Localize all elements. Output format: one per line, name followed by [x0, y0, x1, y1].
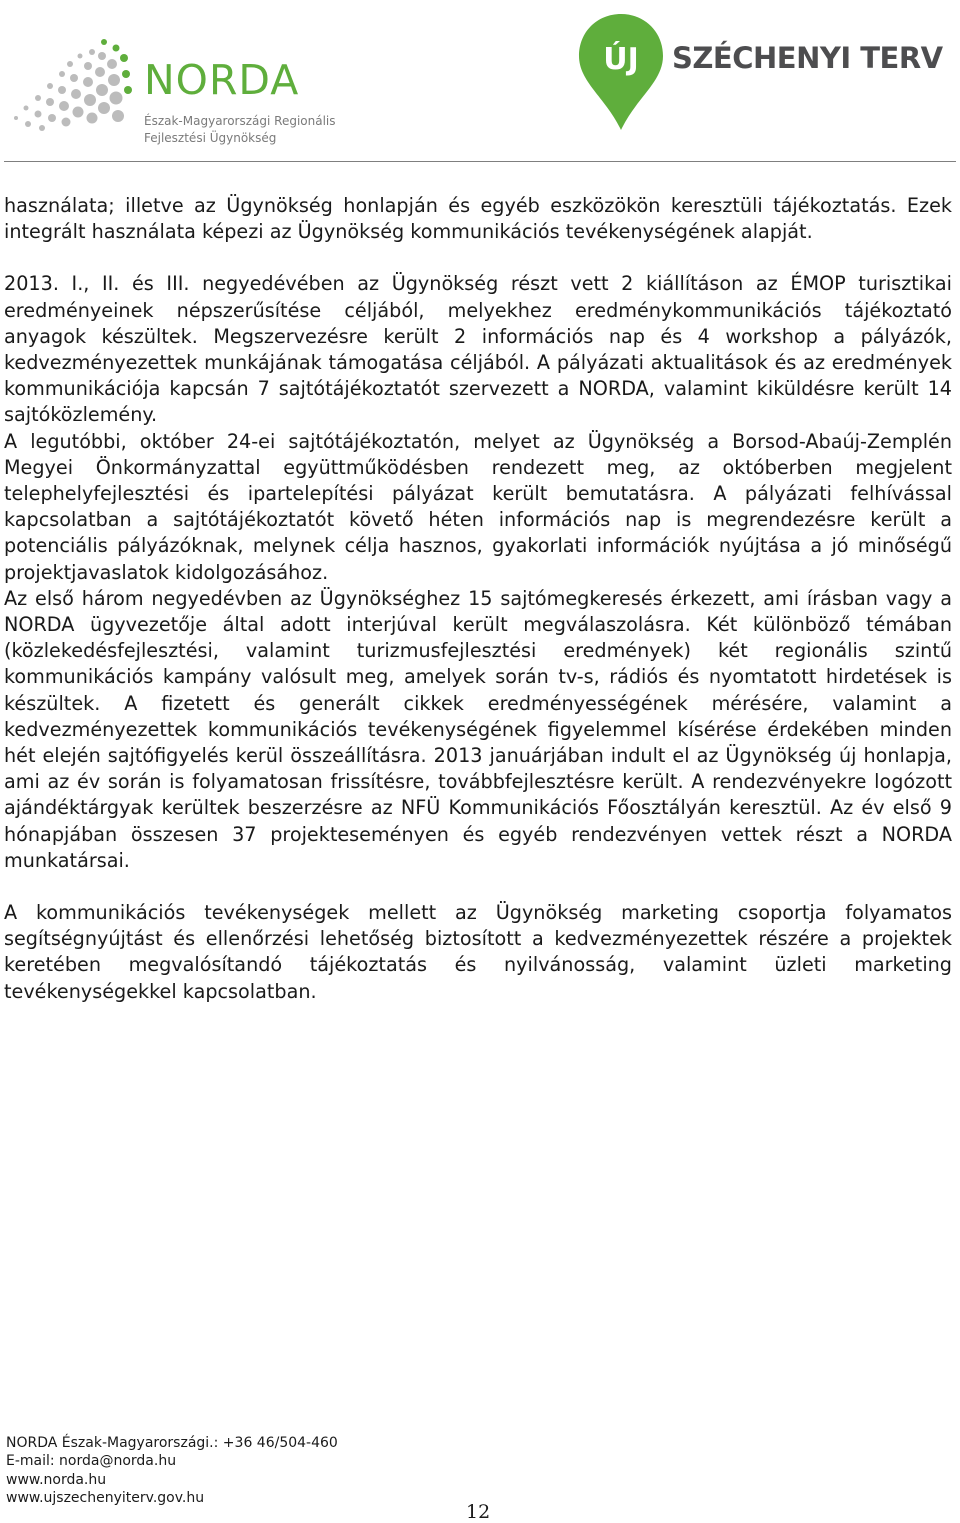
paragraph-gap [4, 245, 952, 271]
paragraph-4: Az első három negyedévben az Ügynökséghez 15 sajtómegkeresés érkezett, ami írásban vagy a NORDA ügyvezetője által adott interjúval került megválaszolásra. Két különböző témában (közlekedésfejlesztési, valamint turizmusfejlesztési eredmények) két regionális szintű kommunikációs kampány valósult meg, amelyek során tv-s, rádiós és nyomtatott hirdetések is készültek. A fizetett és generált cikkek eredményességének mérésére, valamint a kedvezményezettek kommunikációs tevékenységének figyelemmel kísérése érdekében minden hét elején sajtófigyelés kerül összeállításra. 2013 januárjában indult el az Ügynökség új honlapja, ami az év során is folyamatosan frissítésre, továbbfejlesztésre került. A rendezvényekre logózott ajándéktárgyak kerültek beszerzésre az NFÜ Kommunikációs Főosztályán keresztül. Az év első 9 hónapjában összesen 37 projekteseményen és egyéb rendezvényen vettek részt a NORDA munkatársai. [4, 586, 952, 872]
footer-contact-line: NORDA Észak-Magyarországi.: +36 46/504-460 [6, 1435, 338, 1451]
footer-email: E-mail: norda@norda.hu [6, 1453, 177, 1470]
paragraph-2: 2013. I., II. és III. negyedévében az Ügynökség részt vett 2 kiállításon az ÉMOP turisztikai eredményeinek népszerűsítése céljából, melyekhez eredménykommunikációs tájékoztató anyagok készültek. Megszervezésre került 2 információs nap és 4 workshop a pályázók, kedvezményezettek munkájának támogatása céljából. A pályázati aktualitások és az eredmények kommunikációja kapcsán 7 sajtótájékoztatót szervezett a NORDA, valamint kiküldésre került 14 sajtóközlemény. [4, 272, 952, 427]
norda-subtitle-line2: Fejlesztési Ügynökség [144, 131, 277, 145]
norda-wordmark: NORDA [144, 56, 300, 104]
paragraph-gap [4, 874, 952, 900]
norda-subtitle-line1: Észak-Magyarországi Regionális [144, 114, 336, 128]
map-pin-icon [576, 12, 666, 132]
header-divider [4, 161, 956, 162]
norda-dots-icon [4, 34, 134, 134]
footer-website-szechenyi: www.ujszechenyiterv.gov.hu [6, 1489, 205, 1506]
page-number: 12 [466, 1501, 491, 1523]
paragraph-5: A kommunikációs tevékenységek mellett az Ügynökség marketing csoportja folyamatos segítségnyújtást és ellenőrzési lehetőség biztosított a kedvezményezettek részére a projektek keretében megvalósítandó tájékoztatás és nyilvánosság, valamint üzleti marketing tevékenységekkel kapcsolatban. [4, 901, 952, 1003]
pin-text: ÚJ [603, 42, 639, 77]
footer-website-norda: www.norda.hu [6, 1471, 107, 1488]
paragraph-3: A legutóbbi, október 24-ei sajtótájékoztatón, melyet az Ügynökség a Borsod-Abaúj-Zemplén Megyei Önkormányzattal együttműködésben rendezett meg, az októberben megjelent telephelyfejlesztési és ipartelepítési pályázat került bemutatásra. A pályázati felhívással kapcsolatban a sajtótájékoztatót követő héten információs nap is megrendezésre került a potenciális pályázóknak, melynek célja hasznos, gyakorlati információk nyújtása a jó minőségű projektjavaslatok kidolgozásához. [4, 429, 952, 584]
page-footer [6, 1434, 338, 1507]
paragraph-1: használata; illetve az Ügynökség honlapján és egyéb eszközökön keresztüli tájékoztatás. Ezek integrált használata képezi az Ügynökség kommunikációs tevékenységének alapját. [4, 194, 952, 244]
document-body [4, 193, 952, 1005]
norda-logo [4, 20, 344, 145]
uj-szechenyi-terv-logo [576, 12, 956, 132]
szechenyi-terv-wordmark: SZÉCHENYI TERV [672, 41, 943, 75]
page-header [0, 0, 960, 165]
